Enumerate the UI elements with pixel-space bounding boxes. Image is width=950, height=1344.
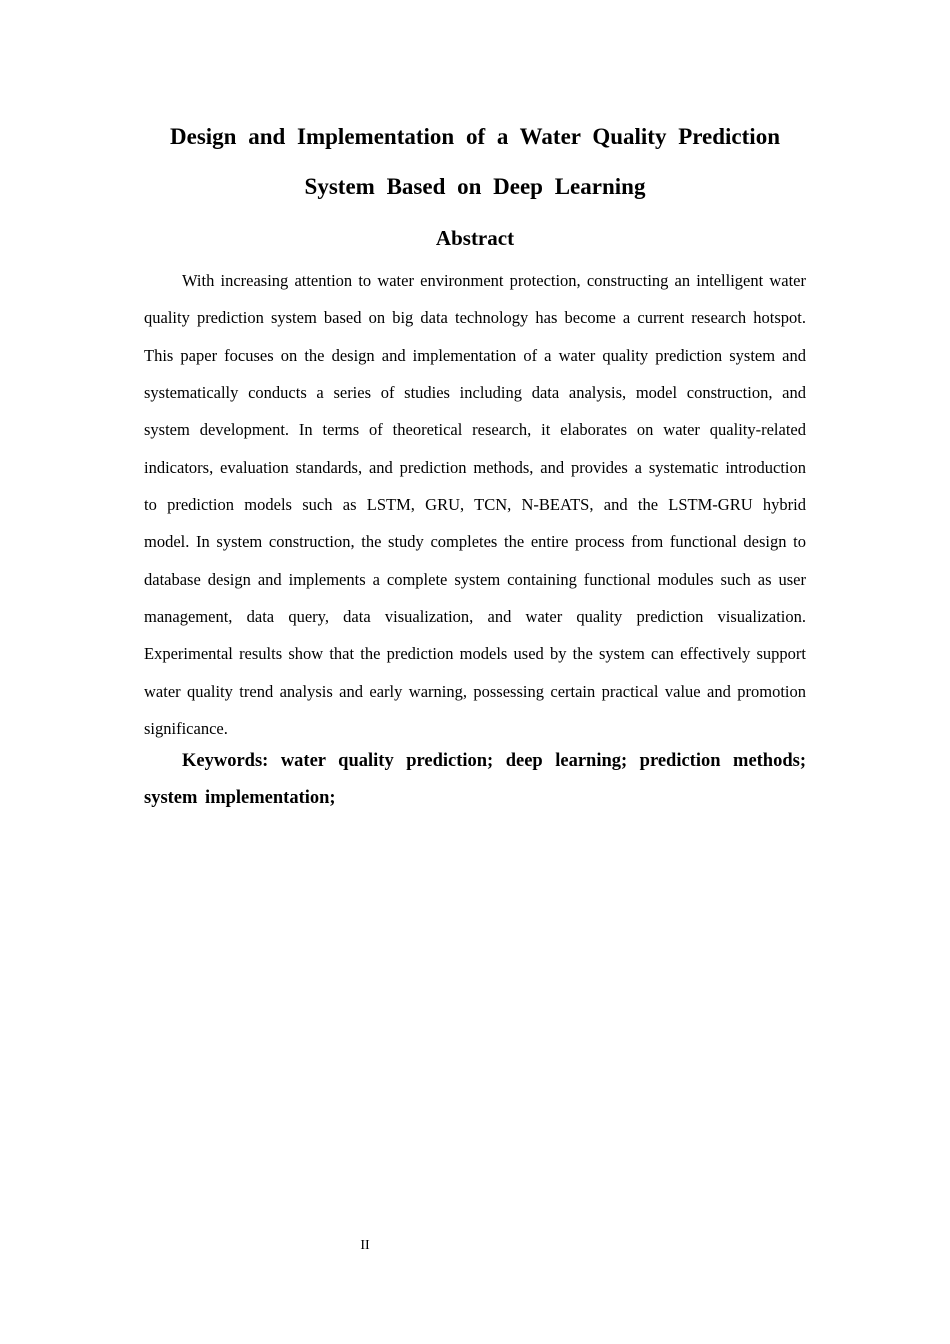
abstract-body: With increasing attention to water environment protection, constructing an intelligent water quality prediction system based on big data technology has become a current research hotspot. This paper focuses on the design and implementation of a water quality prediction system and systematically conducts a series of studies including data analysis, model construction, and system development. In terms of theoretical research, it elaborates on water quality-related indicators, evaluation standards, and prediction methods, and provides a systematic introduction to prediction models such as LSTM, GRU, TCN, N-BEATS, and the LSTM-GRU hybrid model. In system construction, the study completes the entire process from functional design to database design and implements a complete system containing functional modules such as user management, data query, data visualization, and water quality prediction visualization. Experimental results show that the prediction models used by the system can effectively support water quality trend analysis and early warning, possessing certain practical value and promotion significance.	[144, 271, 806, 739]
paper-title-line-1: Design and Implementation of a Water Quality Prediction	[170, 124, 780, 149]
keywords: Keywords: water quality prediction; deep learning; prediction methods; system implementation;	[144, 751, 806, 809]
abstract-heading: Abstract	[435, 226, 515, 250]
paper-title-line-2: System Based on Deep Learning	[304, 174, 646, 199]
page-number: II	[360, 1238, 370, 1253]
